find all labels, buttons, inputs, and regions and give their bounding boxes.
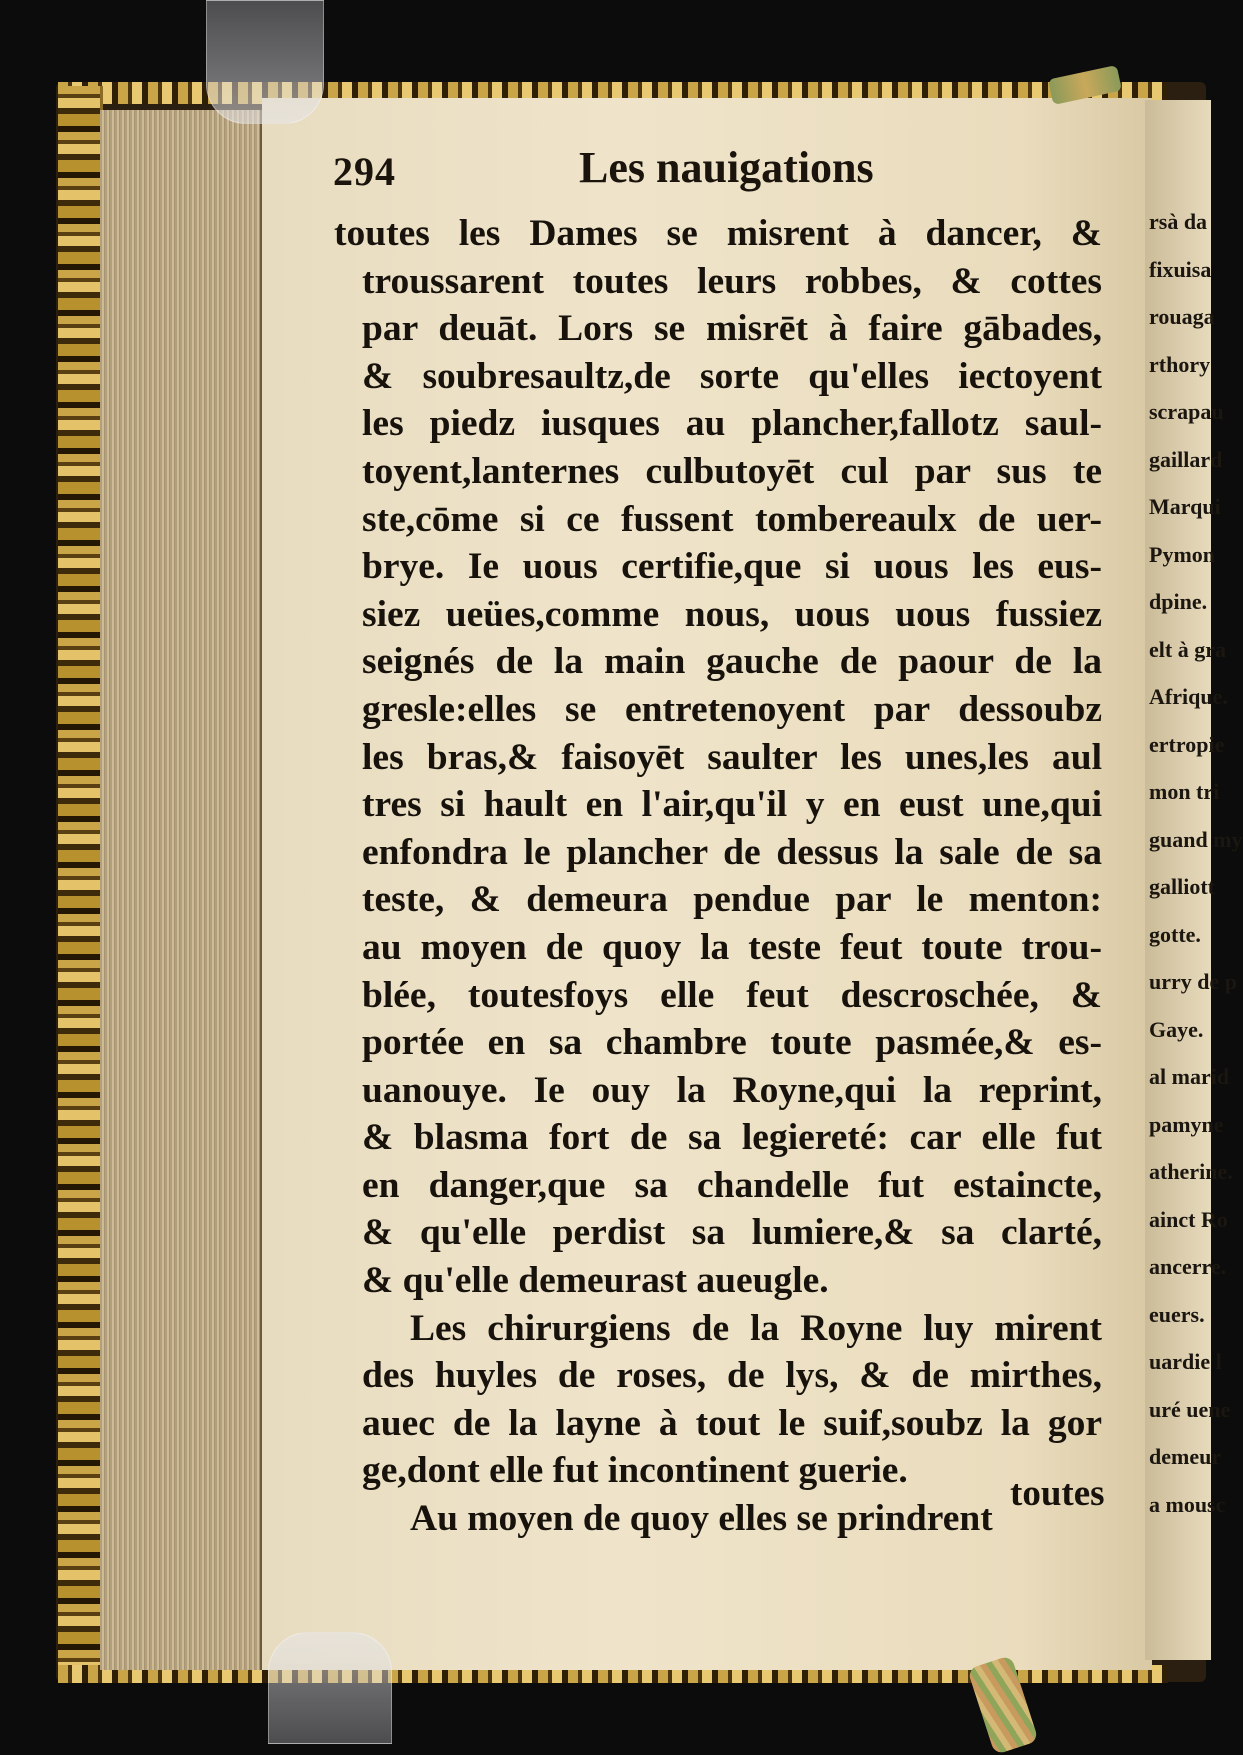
facing-page-fragment: uardie l: [1149, 1349, 1222, 1374]
facing-page-fragment: euers.: [1149, 1301, 1205, 1327]
facing-page-fragment: gaillard: [1149, 446, 1223, 472]
facing-page-fragment: demeur: [1149, 1444, 1222, 1469]
text-line: au moyen de quoy la teste feut toute trou-: [362, 926, 1102, 968]
text-line: gresle:elles se entretenoyent par dessoubz: [362, 688, 1102, 730]
facing-page-fragment: elt à gra: [1149, 636, 1226, 662]
text-line: seignés de la main gauche de paour de la: [362, 641, 1102, 683]
text-line: les piedz iusques au plancher,fallotz saul-: [362, 403, 1102, 445]
facing-page-fragments: [1149, 198, 1243, 1528]
facing-page-fragment: guand my: [1149, 826, 1243, 852]
text-line: auec de la layne à tout le suif,soubz la gor: [362, 1402, 1102, 1444]
catchword: toutes: [1010, 1473, 1105, 1514]
facing-page-fragment: ancerre.: [1149, 1254, 1227, 1279]
text-line: des huyles de roses, de lys, & de mirthes,: [362, 1355, 1102, 1397]
running-title: Les nauigations: [579, 143, 874, 192]
page-header: [333, 143, 1033, 208]
facing-page-edge: [1145, 100, 1243, 1660]
text-line: & soubresaultz,de sorte qu'elles iectoyent: [362, 355, 1102, 397]
facing-page-fragment: gotte.: [1149, 921, 1201, 947]
page-clip-bottom: [268, 1632, 392, 1744]
facing-page-fragment: pamyne: [1149, 1111, 1224, 1137]
text-line: & qu'elle perdist sa lumiere,& sa clarté,: [362, 1212, 1102, 1254]
text-line: ste,cōme si ce fussent tombereaulx de uer-: [362, 498, 1102, 540]
text-line: toyent,lanternes culbutoyēt cul par sus te: [362, 450, 1102, 492]
page-clip-top: [206, 0, 324, 124]
facing-page-fragment: Gaye.: [1149, 1016, 1204, 1042]
facing-page-fragment: uré uene: [1149, 1396, 1231, 1422]
facing-page-fragment: Pymon: [1149, 541, 1215, 567]
facing-page-fragment: galliott: [1149, 874, 1215, 899]
facing-page-fragment: rthory: [1149, 351, 1211, 377]
page-number: 294: [333, 149, 396, 194]
text-line: ge,dont elle fut incontinent guerie.: [362, 1450, 908, 1492]
facing-page-fragment: fixuisa: [1149, 256, 1212, 282]
facing-page-fragment: rsà da: [1149, 209, 1208, 234]
facing-page-fragment: a mousc: [1149, 1491, 1226, 1517]
facing-page-fragment: scrapau: [1149, 399, 1224, 424]
facing-page-fragment: rouaga: [1149, 304, 1215, 329]
text-line: & blasma fort de sa legiereté: car elle fut: [362, 1117, 1102, 1159]
facing-page-fragment: ertropie: [1149, 731, 1225, 757]
gilt-border-left: [58, 86, 103, 1676]
text-line: & qu'elle demeurast aueugle.: [362, 1260, 829, 1302]
facing-page-fragment: urry de p: [1149, 969, 1237, 994]
facing-page-fragment: atherine.: [1149, 1159, 1233, 1184]
text-line: Au moyen de quoy elles se prindrent: [410, 1498, 993, 1540]
text-line: les bras,& faisoyēt saulter les unes,les aul: [362, 736, 1102, 778]
text-line: troussarent toutes leurs robbes, & cottes: [362, 260, 1102, 302]
page-edges: [100, 110, 262, 1670]
body-text: [334, 210, 1102, 1543]
facing-page-fragment: dpine.: [1149, 589, 1208, 614]
facing-page-fragment: al marid: [1149, 1064, 1230, 1089]
text-line: brye. Ie uous certifie,que si uous les eus-: [362, 546, 1102, 588]
text-line: teste, & demeura pendue par le menton:: [362, 879, 1102, 921]
text-line: en danger,que sa chandelle fut estaincte,: [362, 1164, 1102, 1206]
text-line: siez ueües,comme nous, uous uous fussiez: [362, 593, 1102, 635]
text-line: tres si hault en l'air,qu'il y en eust une,qui: [362, 784, 1102, 826]
text-line: blée, toutesfoys elle feut descroschée, &: [362, 974, 1102, 1016]
facing-page-fragment: ainct Ro: [1149, 1206, 1228, 1232]
facing-page-fragment: mon tri: [1149, 779, 1220, 804]
text-line: par deuāt. Lors se misrēt à faire gābades,: [362, 308, 1102, 350]
facing-page-fragment: Marqui: [1149, 494, 1221, 519]
text-line: Les chirurgiens de la Royne luy mirent: [410, 1307, 1102, 1349]
text-line: toutes les Dames se misrent à dancer, &: [334, 213, 1102, 254]
text-line: portée en sa chambre toute pasmée,& es-: [362, 1022, 1102, 1064]
text-line: uanouye. Ie ouy la Royne,qui la reprint,: [362, 1069, 1102, 1111]
facing-page-fragment: Afrique.: [1149, 684, 1228, 709]
text-line: enfondra le plancher de dessus la sale de sa: [362, 831, 1102, 873]
